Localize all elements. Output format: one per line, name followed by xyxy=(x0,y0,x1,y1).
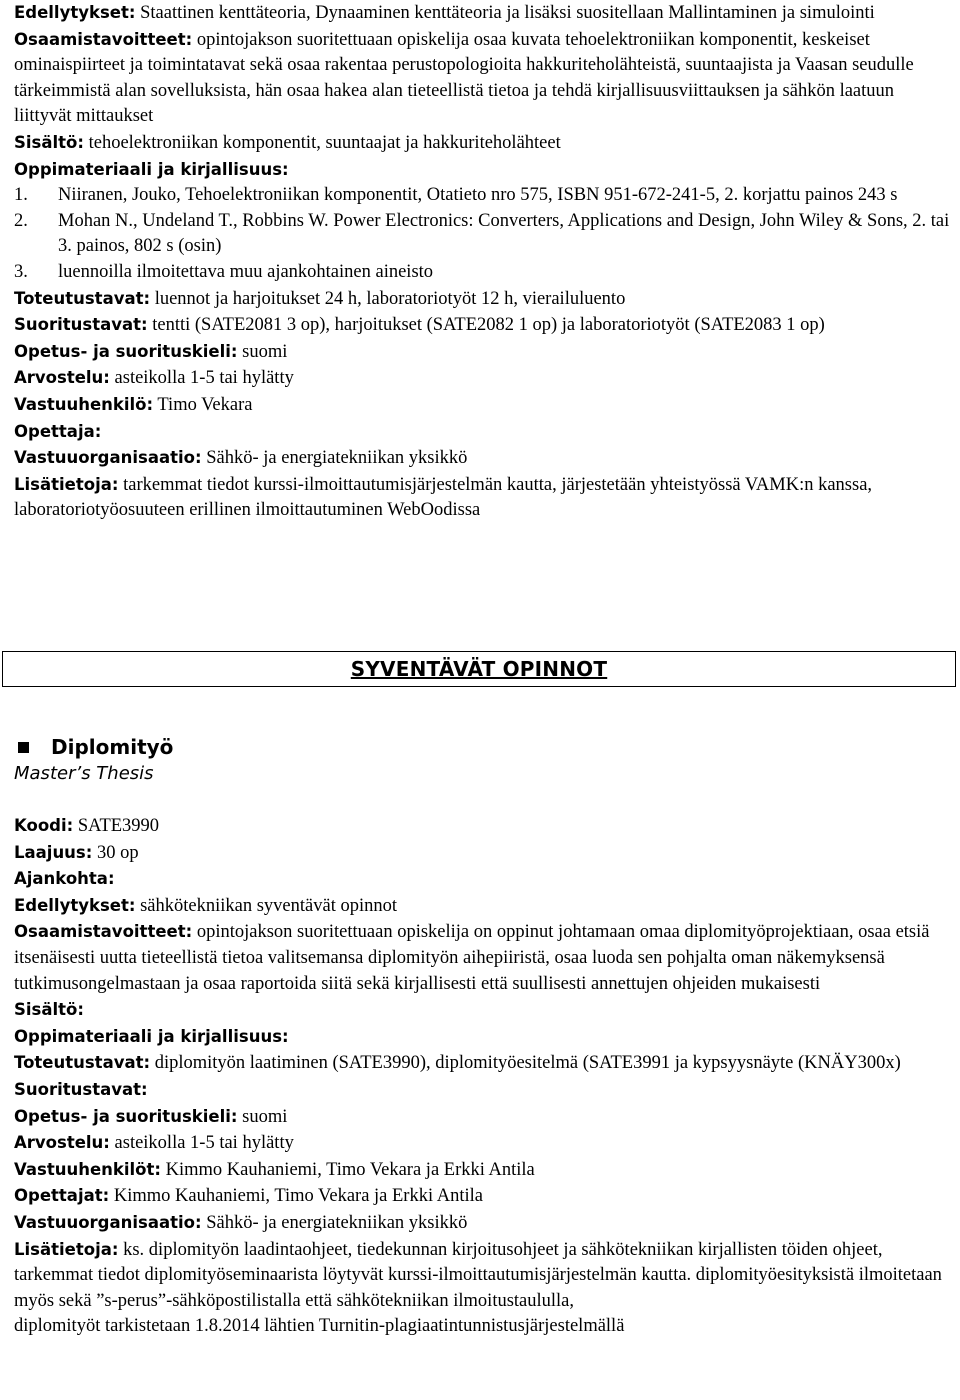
course-description-thesis xyxy=(14,733,950,1340)
field-label: Koodi: xyxy=(14,816,74,835)
plagiarism-note: diplomityöt tarkistetaan 1.8.2014 lähtien Turnitin-plagiaatintunnistusjärjestelmällä xyxy=(14,1316,625,1337)
list-number: 2. xyxy=(14,210,28,231)
organisation-field xyxy=(14,445,950,472)
language-field xyxy=(14,339,950,366)
field-label: Edellytykset: xyxy=(14,895,136,915)
content-field xyxy=(14,997,950,1024)
field-value: SATE3990 xyxy=(73,816,160,836)
field-value: Staattinen kenttäteoria, Dynaaminen kenttäteoria ja lisäksi suositellaan Mallintaminen ja simulointi xyxy=(135,3,875,23)
literature-item xyxy=(14,209,950,260)
completion-field xyxy=(14,1077,950,1104)
responsible-person-field xyxy=(14,392,950,419)
language-field xyxy=(14,1104,950,1131)
black-square-bullet-icon xyxy=(18,742,29,753)
field-label: Opetus- ja suorituskieli: xyxy=(14,341,238,361)
prerequisites-field xyxy=(14,0,950,27)
field-label: Arvostelu: xyxy=(14,1133,110,1153)
literature-field xyxy=(14,1024,950,1051)
field-label: Vastuuhenkilö: xyxy=(14,394,154,414)
field-value: Sähkö- ja energiatekniikan yksikkö xyxy=(201,448,468,469)
section-banner xyxy=(2,651,956,687)
teachers-field xyxy=(14,1183,950,1210)
field-value: tehoelektroniikan komponentit, suuntaajat ja hakkuriteholähteet xyxy=(83,132,561,153)
field-label: Sisältö: xyxy=(14,1000,84,1020)
implementation-field xyxy=(14,1050,950,1077)
field-value: Sähkö- ja energiatekniikan yksikkö xyxy=(201,1212,468,1233)
field-value: tarkemmat tiedot kurssi-ilmoittautumisjärjestelmän kautta, järjestetään yhteistyössä VAMK:n kanssa, laboratoriotyöosuuteen erillinen ilmoittautuminen WebOodissa xyxy=(14,474,873,521)
prerequisites-field xyxy=(14,893,950,920)
code-field xyxy=(14,813,950,840)
learning-outcomes-field xyxy=(14,27,950,130)
additional-info-field xyxy=(14,472,950,524)
field-label: Laajuus: xyxy=(14,842,93,862)
field-label: Ajankohta: xyxy=(14,869,115,889)
field-value: Timo Vekara xyxy=(153,394,253,415)
field-value: asteikolla 1-5 tai hylätty xyxy=(109,368,294,389)
field-value: opintojakson suoritettuaan opiskelija on oppinut johtamaan omaa diplomityöprojektiaan, osaa etsiä itsenäisesti uutta tieteellistä tietoa valitsemansa diplomityön aihepiiristä, osaa luoda sen pohjalta oman näkemyksensä tutkimusongelmastaan ja osaa raportoida siitä sekä kirjallisesti että suullisesti annettujen ohjeiden mukaisesti xyxy=(14,922,930,994)
field-value: suomi xyxy=(237,341,288,362)
field-label: Opettajat: xyxy=(14,1186,110,1206)
responsible-persons-field xyxy=(14,1157,950,1184)
field-value: diplomityön laatiminen (SATE3990), diplomityöesitelmä (SATE3991 ja kypsyysnäyte (KNÄY300x) xyxy=(150,1053,901,1074)
literature-item xyxy=(14,260,950,286)
content-field xyxy=(14,130,950,157)
organisation-field xyxy=(14,1210,950,1237)
field-value: suomi xyxy=(237,1106,288,1127)
course-description-previous xyxy=(14,0,950,524)
completion-field xyxy=(14,312,950,339)
grading-field xyxy=(14,365,950,392)
field-label: Vastuuorganisaatio: xyxy=(14,1212,202,1232)
field-label: Arvostelu: xyxy=(14,368,110,388)
field-value: tentti (SATE2081 3 op), harjoitukset (SATE2082 1 op) ja laboratoriotyöt (SATE2083 1 op) xyxy=(147,315,825,336)
field-value: ks. diplomityön laadintaohjeet, tiedekunnan kirjoitusohjeet ja sähkötekniikan kirjallisten töiden ohjeet, tarkemmat tiedot diplomityöseminaarista löytyvät kurssi-ilmoittautumisjärjestelmän kautta. diplomityöesityksistä ilmoitetaan myös sekä ”s-perus”-sähköpostilistalla että sähkötekniikan ilmoitustaululla, xyxy=(14,1239,942,1311)
field-label: Suoritustavat: xyxy=(14,315,148,335)
field-label: Edellytykset: xyxy=(14,3,136,22)
literature-field xyxy=(14,157,950,184)
field-label: Opetus- ja suorituskieli: xyxy=(14,1106,238,1126)
field-label: Oppimateriaali ja kirjallisuus: xyxy=(14,1026,289,1046)
field-label: Lisätietoja: xyxy=(14,474,119,494)
field-value: Kimmo Kauhaniemi, Timo Vekara ja Erkki Antila xyxy=(109,1186,483,1207)
field-value: luennot ja harjoitukset 24 h, laboratoriotyöt 12 h, vierailuluento xyxy=(150,288,626,309)
field-value: sähkötekniikan syventävät opinnot xyxy=(135,895,397,916)
grading-field xyxy=(14,1130,950,1157)
list-text: Mohan N., Undeland T., Robbins W. Power Electronics: Converters, Applications and Design, John Wiley & Sons, 2. tai 3. painos, 802 s (osin) xyxy=(58,210,950,257)
implementation-field xyxy=(14,286,950,313)
field-label: Oppimateriaali ja kirjallisuus: xyxy=(14,159,289,179)
list-number: 1. xyxy=(14,185,28,206)
field-label: Sisältö: xyxy=(14,132,84,152)
field-value: Kimmo Kauhaniemi, Timo Vekara ja Erkki Antila xyxy=(161,1159,535,1180)
field-label: Lisätietoja: xyxy=(14,1239,119,1259)
field-value: asteikolla 1-5 tai hylätty xyxy=(109,1133,294,1154)
field-label: Toteutustavat: xyxy=(14,1053,151,1073)
list-text: luennoilla ilmoitettava muu ajankohtainen aineisto xyxy=(58,261,434,282)
list-text: Niiranen, Jouko, Tehoelektroniikan komponentit, Otatieto nro 575, ISBN 951-672-241-5, 2. korjattu painos 243 s xyxy=(58,185,898,206)
teacher-field xyxy=(14,419,950,446)
field-label: Opettaja: xyxy=(14,421,102,441)
additional-info-field xyxy=(14,1237,950,1315)
field-value: opintojakson suoritettuaan opiskelija osaa kuvata tehoelektroniikan komponentit, keskeiset ominaispiirteet ja toimintatavat sekä osaa rakentaa perustopologioita hakkuriteholähteistä, suuntaajista ja Vaasan seudulle tärkeimmistä alan sovelluksista, hän osaa hakea alan tieteellistä tietoa ja tehdä kirjallisuusviittauksen ja sähkön laatuun liittyvät mittaukset xyxy=(14,29,914,127)
field-label: Vastuuorganisaatio: xyxy=(14,448,202,468)
literature-item xyxy=(14,183,950,209)
literature-list xyxy=(14,183,950,285)
field-label: Osaamistavoitteet: xyxy=(14,922,193,942)
course-heading xyxy=(14,733,950,761)
timing-field xyxy=(14,866,950,893)
field-label: Osaamistavoitteet: xyxy=(14,29,193,49)
field-value: 30 op xyxy=(92,842,139,863)
field-label: Suoritustavat: xyxy=(14,1079,148,1099)
field-label: Toteutustavat: xyxy=(14,288,151,308)
course-subtitle: Master’s Thesis xyxy=(14,763,154,784)
credits-field xyxy=(14,840,950,867)
list-number: 3. xyxy=(14,261,28,282)
learning-outcomes-field xyxy=(14,919,950,997)
course-title: Diplomityö xyxy=(51,735,174,759)
section-banner-title: SYVENTÄVÄT OPINNOT xyxy=(350,657,608,681)
field-label: Vastuuhenkilöt: xyxy=(14,1159,161,1179)
